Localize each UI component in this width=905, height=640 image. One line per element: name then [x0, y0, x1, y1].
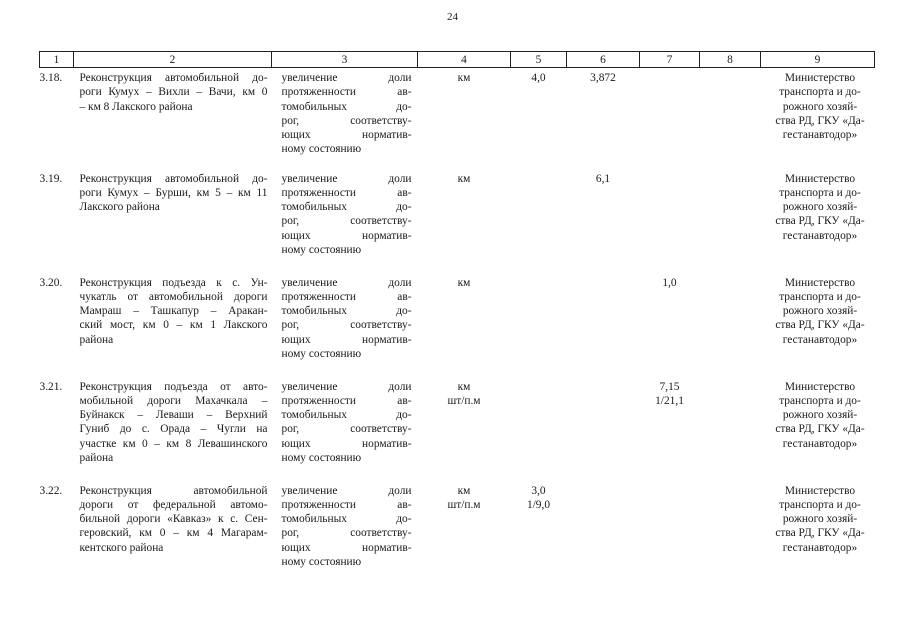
item-value-col7: [640, 380, 700, 484]
item-responsible-line: транспорта и до-: [779, 498, 861, 511]
column-header: 4: [418, 52, 511, 68]
item-value-col6: [567, 172, 640, 276]
item-name-line: мобильной дороги Махачкала –: [79, 394, 268, 407]
item-name-line: кентского района: [79, 541, 164, 554]
item-name-line: ский мост, км 0 – км 1 Лакского: [79, 319, 268, 332]
item-value-col7: [640, 172, 700, 276]
item-name-line: чукатль от автомобильной дороги: [79, 290, 268, 303]
item-value-col5: [511, 484, 567, 588]
item-responsible-line: рожного хозяй-: [782, 513, 858, 526]
item-indicator-line: протяженности ав-: [281, 498, 412, 511]
item-number: 3.19.: [39, 172, 63, 185]
item-name-line: района: [79, 451, 114, 464]
item-number: 3.18.: [39, 72, 63, 84]
item-indicator: [272, 380, 418, 484]
item-indicator-line: рог, соответству-: [281, 319, 412, 332]
item-unit: [418, 484, 511, 588]
item-responsible-line: транспорта и до-: [779, 86, 861, 99]
item-unit-line: шт/п.м: [447, 394, 481, 407]
item-indicator-line: ному состоянию: [281, 555, 362, 568]
item-name-line: Реконструкция подъезда от авто-: [79, 380, 268, 393]
table-body: [40, 68, 875, 588]
item-responsible-line: гестанавтодор»: [782, 229, 858, 242]
item-unit: [418, 172, 511, 276]
item-unit: [418, 68, 511, 172]
item-responsible-line: транспорта и до-: [779, 186, 861, 199]
item-value-col7: [640, 484, 700, 588]
item-value-col6-line: 6,1: [595, 172, 611, 185]
item-number: 3.22.: [39, 484, 63, 497]
item-number: 3.20.: [39, 276, 63, 289]
item-indicator-line: увеличение доли: [281, 484, 412, 497]
item-unit: [418, 380, 511, 484]
table-row: [40, 484, 875, 588]
item-indicator: [272, 484, 418, 588]
item-responsible: [761, 276, 875, 380]
program-table: [39, 51, 875, 588]
table-row: [40, 172, 875, 276]
item-responsible: [761, 484, 875, 588]
item-indicator-line: увеличение доли: [281, 172, 412, 185]
item-name-line: участке км 0 – км 8 Левашинского: [79, 437, 268, 450]
item-value-col5: [511, 276, 567, 380]
item-name-line: Лакского района: [79, 201, 160, 214]
column-header: 3: [272, 52, 418, 68]
column-header: 8: [700, 52, 761, 68]
item-name: [74, 172, 272, 276]
item-responsible-line: рожного хозяй-: [782, 100, 858, 113]
item-responsible-line: транспорта и до-: [779, 290, 861, 303]
column-header: 5: [511, 52, 567, 68]
item-responsible-line: ства РД, ГКУ «Да-: [775, 114, 865, 127]
item-indicator-line: рог, соответству-: [281, 114, 412, 127]
item-name: [74, 276, 272, 380]
item-value-col6: [567, 276, 640, 380]
item-responsible-line: гестанавтодор»: [782, 437, 858, 450]
item-value-col8: [700, 484, 761, 588]
item-name: [74, 380, 272, 484]
item-value-col7: [640, 276, 700, 380]
item-value-col7: [640, 68, 700, 172]
item-value-col8: [700, 276, 761, 380]
item-responsible: [761, 68, 875, 172]
item-name-line: Реконструкция автомобильной: [79, 484, 268, 497]
item-responsible-line: ства РД, ГКУ «Да-: [775, 215, 865, 228]
item-name-line: бильной дороги «Кавказ» к с. Сен-: [79, 513, 268, 526]
item-responsible-line: рожного хозяй-: [782, 201, 858, 214]
item-indicator-line: увеличение доли: [281, 72, 412, 84]
item-value-col7-line: 7,15: [659, 380, 680, 393]
item-number: 3.21.: [39, 380, 63, 393]
item-responsible-line: ства РД, ГКУ «Да-: [775, 527, 865, 540]
item-value-col5-line: 4,0: [531, 72, 546, 84]
item-responsible-line: Министерство: [784, 276, 856, 289]
item-responsible-line: ства РД, ГКУ «Да-: [775, 319, 865, 332]
item-indicator-line: томобильных до-: [281, 409, 412, 422]
item-name-line: Реконструкция автомобильной до-: [79, 72, 268, 84]
item-unit-line: км: [457, 276, 471, 289]
column-header: 6: [567, 52, 640, 68]
item-value-col8: [700, 380, 761, 484]
item-responsible-line: рожного хозяй-: [782, 409, 858, 422]
item-value-col5-line: 3,0: [531, 484, 546, 497]
item-name-line: дороги от федеральной автомо-: [79, 498, 268, 511]
table-row: [40, 68, 875, 172]
column-header: 7: [640, 52, 700, 68]
item-name-line: Мамраш – Ташкапур – Аракан-: [79, 305, 268, 318]
item-indicator-line: протяженности ав-: [281, 290, 412, 303]
item-unit-line: шт/п.м: [447, 498, 481, 511]
item-value-col5: [511, 68, 567, 172]
item-responsible-line: гестанавтодор»: [782, 541, 858, 554]
item-indicator: [272, 276, 418, 380]
item-value-col7-line: 1,0: [662, 276, 677, 289]
item-indicator-line: протяженности ав-: [281, 394, 412, 407]
item-indicator-line: ющих норматив-: [281, 541, 412, 554]
item-indicator-line: рог, соответству-: [281, 215, 412, 228]
item-responsible: [761, 172, 875, 276]
item-name-line: роги Кумух – Бурши, км 5 – км 11: [79, 186, 268, 199]
item-unit-line: км: [457, 380, 471, 393]
item-responsible-line: Министерство: [784, 172, 856, 185]
item-indicator-line: ному состоянию: [281, 451, 362, 464]
item-indicator-line: томобильных до-: [281, 513, 412, 526]
item-indicator-line: томобильных до-: [281, 305, 412, 318]
column-header: 1: [40, 52, 74, 68]
item-responsible-line: ства РД, ГКУ «Да-: [775, 423, 865, 436]
item-value-col6-line: 3,872: [590, 72, 616, 84]
item-value-col8: [700, 68, 761, 172]
column-header: 9: [761, 52, 875, 68]
item-indicator-line: ющих норматив-: [281, 229, 412, 242]
item-unit-line: км: [457, 172, 471, 185]
item-unit: [418, 276, 511, 380]
item-name: [74, 484, 272, 588]
item-name-line: геровский, км 0 – км 4 Магарам-: [79, 527, 268, 540]
item-indicator-line: увеличение доли: [281, 276, 412, 289]
item-value-col6: [567, 380, 640, 484]
item-indicator-line: протяженности ав-: [281, 186, 412, 199]
item-responsible-line: Министерство: [784, 72, 856, 84]
item-value-col6: [567, 68, 640, 172]
page-number: 24: [447, 11, 458, 23]
item-responsible-line: Министерство: [784, 484, 856, 497]
item-indicator-line: томобильных до-: [281, 100, 412, 113]
item-responsible-line: рожного хозяй-: [782, 305, 858, 318]
item-indicator-line: ющих норматив-: [281, 129, 412, 142]
item-indicator: [272, 68, 418, 172]
item-name-line: района: [79, 333, 114, 346]
column-number-row: [40, 52, 875, 68]
item-indicator-line: рог, соответству-: [281, 527, 412, 540]
item-indicator-line: ющих норматив-: [281, 333, 412, 346]
table-row: [40, 276, 875, 380]
item-responsible-line: транспорта и до-: [779, 394, 861, 407]
item-indicator-line: увеличение доли: [281, 380, 412, 393]
item-value-col8: [700, 172, 761, 276]
item-value-col5: [511, 380, 567, 484]
item-indicator-line: рог, соответству-: [281, 423, 412, 436]
item-indicator-line: томобильных до-: [281, 201, 412, 214]
item-indicator-line: ному состоянию: [281, 243, 362, 256]
item-responsible-line: Министерство: [784, 380, 856, 393]
item-name: [74, 68, 272, 172]
item-responsible-line: гестанавтодор»: [782, 333, 858, 346]
item-value-col7-line: 1/21,1: [655, 394, 684, 407]
column-header: 2: [74, 52, 272, 68]
item-name-line: Реконструкция подъезда к с. Ун-: [79, 276, 268, 289]
item-responsible: [761, 380, 875, 484]
item-responsible-line: гестанавтодор»: [782, 129, 858, 142]
item-name-line: Буйнакск – Леваши – Верхний: [79, 409, 268, 422]
item-value-col5-line: 1/9,0: [526, 498, 551, 511]
item-value-col6: [567, 484, 640, 588]
item-name-line: – км 8 Лакского района: [79, 100, 193, 113]
item-name-line: роги Кумух – Вихли – Вачи, км 0: [79, 86, 268, 99]
item-indicator-line: ющих норматив-: [281, 437, 412, 450]
item-name-line: Гуниб до с. Орада – Чугли на: [79, 423, 268, 436]
item-value-col5: [511, 172, 567, 276]
item-unit-line: км: [457, 72, 471, 84]
item-name-line: Реконструкция автомобильной до-: [79, 172, 268, 185]
item-unit-line: км: [457, 484, 471, 497]
item-indicator-line: ному состоянию: [281, 143, 362, 156]
item-indicator-line: ному состоянию: [281, 347, 362, 360]
item-indicator: [272, 172, 418, 276]
table-row: [40, 380, 875, 484]
item-indicator-line: протяженности ав-: [281, 86, 412, 99]
